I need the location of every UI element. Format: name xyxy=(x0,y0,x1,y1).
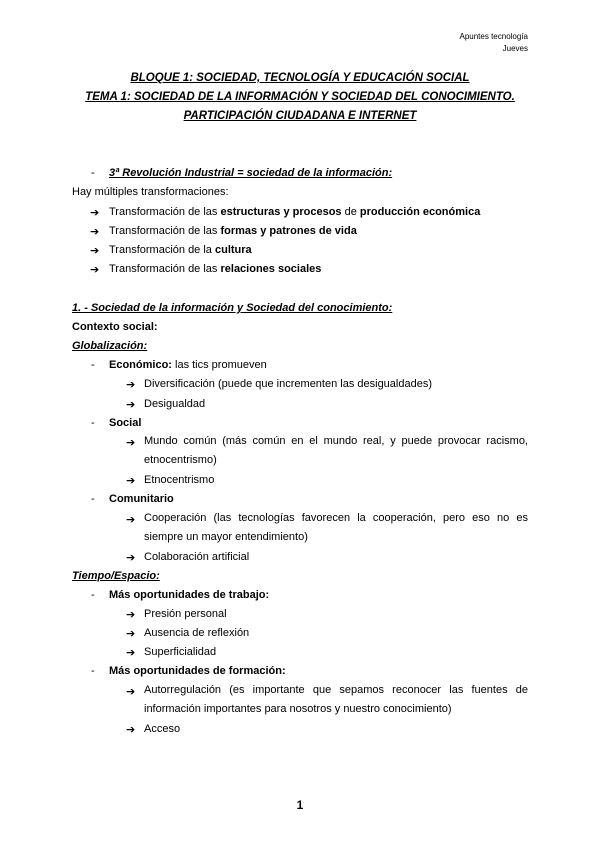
context-heading: Contexto social: xyxy=(72,321,158,333)
page-number: 1 xyxy=(296,798,304,812)
arrow-icon: ➔ xyxy=(126,475,136,487)
list-item: Colaboración artificial xyxy=(144,551,250,563)
list-item: Autorregulación (es importante que sepamos reconocer las fuentes de información importantes para nosotros y nuestro conocimiento) xyxy=(144,684,528,715)
list-item: Superficialidad xyxy=(144,646,217,658)
header-line-2: Jueves xyxy=(502,44,528,53)
arrow-icon: ➔ xyxy=(126,686,136,698)
social-item: Social xyxy=(109,417,142,429)
list-item: Etnocentrismo xyxy=(144,474,215,486)
list-item: Transformación de las relaciones sociales xyxy=(109,263,322,275)
list-item: Transformación de las formas y patrones de vida xyxy=(109,225,357,237)
arrow-icon: ➔ xyxy=(90,264,100,276)
title-block: BLOQUE 1: SOCIEDAD, TECNOLOGÍA Y EDUCACIÓN SOCIAL xyxy=(130,72,470,84)
tiempo-heading: Tiempo/Espacio: xyxy=(72,570,160,582)
globalizacion-heading: Globalización: xyxy=(72,340,148,352)
intro-heading: 3ª Revolución Industrial = sociedad de la información: xyxy=(109,167,393,179)
bullet-dash: - xyxy=(91,589,95,601)
arrow-icon: ➔ xyxy=(126,552,136,564)
list-item: Ausencia de reflexión xyxy=(144,627,250,639)
arrow-icon: ➔ xyxy=(126,647,136,659)
trabajo-item: Más oportunidades de trabajo: xyxy=(109,589,270,601)
arrow-icon: ➔ xyxy=(126,724,136,736)
comunitario-item: Comunitario xyxy=(109,493,174,505)
section-heading: 1. - Sociedad de la información y Sociedad del conocimiento: xyxy=(72,302,393,314)
title-topic: TEMA 1: SOCIEDAD DE LA INFORMACIÓN Y SOCIEDAD DEL CONOCIMIENTO. xyxy=(85,91,515,103)
list-item: Transformación de las estructuras y procesos de producción económica xyxy=(109,206,481,218)
arrow-icon: ➔ xyxy=(126,399,136,411)
list-item: Cooperación (las tecnologías favorecen la cooperación, pero eso no es siempre un mayor entendimiento) xyxy=(144,512,528,543)
arrow-icon: ➔ xyxy=(126,379,136,391)
page-header xyxy=(460,31,529,55)
arrow-icon: ➔ xyxy=(90,226,100,238)
arrow-icon: ➔ xyxy=(126,514,136,526)
list-item: Mundo común (más común en el mundo real, y puede provocar racismo, etnocentrismo) xyxy=(144,435,528,466)
bullet-dash: - xyxy=(91,493,95,505)
formacion-item: Más oportunidades de formación: xyxy=(109,665,286,677)
list-item: Diversificación (puede que incrementen las desigualdades) xyxy=(144,378,432,390)
bullet-dash: - xyxy=(91,665,95,677)
bullet-dash: - xyxy=(91,359,95,371)
list-item: Desigualdad xyxy=(144,398,206,410)
header-line-1: Apuntes tecnología xyxy=(459,32,528,41)
arrow-icon: ➔ xyxy=(126,628,136,640)
bullet-dash: - xyxy=(91,167,95,179)
title-participation: PARTICIPACIÓN CIUDADANA E INTERNET xyxy=(183,110,417,122)
arrow-icon: ➔ xyxy=(90,207,100,219)
intro-lead: Hay múltiples transformaciones: xyxy=(72,186,229,198)
list-item: Acceso xyxy=(144,723,181,735)
arrow-icon: ➔ xyxy=(126,437,136,449)
arrow-icon: ➔ xyxy=(126,609,136,621)
economico-item: Económico: las tics promueven xyxy=(109,359,267,371)
list-item: Presión personal xyxy=(144,608,227,620)
list-item: Transformación de la cultura xyxy=(109,244,252,256)
bullet-dash: - xyxy=(91,417,95,429)
arrow-icon: ➔ xyxy=(90,245,100,257)
